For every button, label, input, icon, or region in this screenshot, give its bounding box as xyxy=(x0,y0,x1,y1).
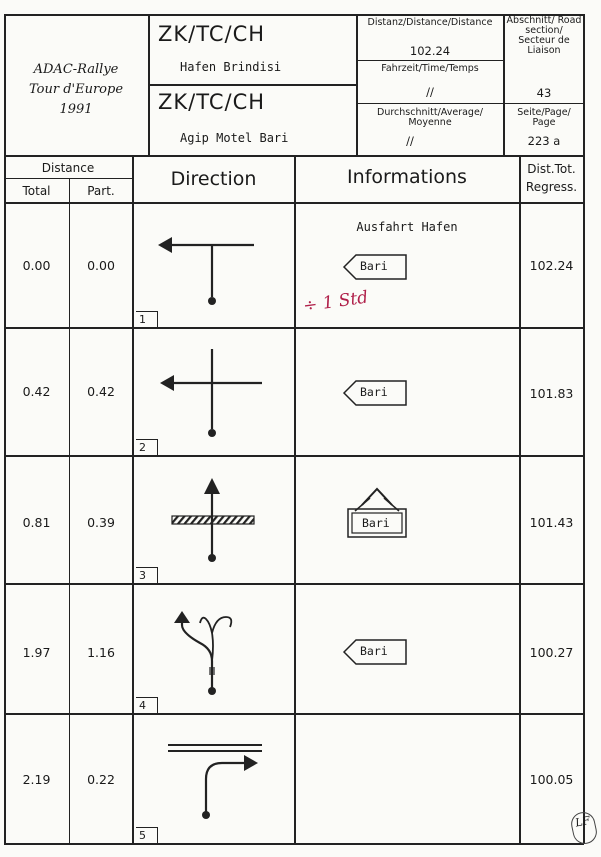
to-place: Agip Motel Bari xyxy=(180,131,289,145)
table-left-border xyxy=(4,14,6,844)
row1-number: 1 xyxy=(136,311,158,327)
row1-total: 0.00 xyxy=(22,258,51,273)
total-header: Total xyxy=(22,184,51,198)
header-divider xyxy=(356,60,503,61)
row5-total: 2.19 xyxy=(22,772,51,787)
from-control-code: ZK/TC/CH xyxy=(158,22,266,46)
row4-part: 1.16 xyxy=(87,645,115,660)
row2-total: 0.42 xyxy=(22,384,51,399)
rally-tour: Tour d'Europe xyxy=(28,82,124,97)
distance-value: 102.24 xyxy=(409,44,451,58)
to-control-code: ZK/TC/CH xyxy=(158,90,266,114)
header-top-border xyxy=(4,14,584,16)
from-place: Hafen Brindisi xyxy=(180,60,282,74)
row1-direction-sign xyxy=(342,253,408,281)
row4-number: 4 xyxy=(136,697,158,713)
header-divider xyxy=(356,103,584,104)
rally-year: 1991 xyxy=(59,102,93,117)
row2-regress: 101.83 xyxy=(529,386,574,401)
column-divider xyxy=(132,155,134,844)
column-divider xyxy=(294,155,296,844)
header-divider xyxy=(148,84,356,86)
table-right-border xyxy=(583,14,585,844)
dist-tot-header xyxy=(520,160,583,196)
crossroads-left-arrow-icon xyxy=(150,345,270,440)
page-label: Seite/Page/ Page xyxy=(517,107,571,128)
row4-total: 1.97 xyxy=(22,645,51,660)
distance-header: Distance xyxy=(41,161,95,175)
part-header: Part. xyxy=(87,184,115,198)
fork-left-up-icon xyxy=(150,605,270,700)
row4-regress: 100.27 xyxy=(529,645,574,660)
row5-number: 5 xyxy=(136,827,158,843)
row2-number: 2 xyxy=(136,439,158,455)
row1-handwritten-note: ÷ 1 Std xyxy=(301,287,370,317)
rally-name: ADAC-Rallye xyxy=(33,62,119,77)
row4-direction-sign xyxy=(342,638,408,666)
distance-label: Distanz/Distance/Distance xyxy=(367,17,493,28)
average-label: Durchschnitt/Average/ Moyenne xyxy=(377,107,483,128)
page-value: 223 a xyxy=(527,134,561,148)
time-value: // xyxy=(426,85,434,99)
merge-right-arrow-icon xyxy=(150,735,270,825)
section-value: 43 xyxy=(536,86,552,100)
t-junction-left-arrow-icon xyxy=(150,225,270,315)
row3-sign-label: Bari xyxy=(362,516,390,530)
row2-part: 0.42 xyxy=(87,384,115,399)
distance-subheader-divider xyxy=(4,178,132,179)
row1-regress: 102.24 xyxy=(529,258,574,273)
average-value: // xyxy=(406,134,414,148)
time-label: Fahrzeit/Time/Temps xyxy=(381,63,479,74)
section-label: Abschnitt/ Road section/ Secteur de Liaison xyxy=(506,15,582,56)
row1-info-text: Ausfahrt Hafen xyxy=(356,220,458,234)
row5-part: 0.22 xyxy=(87,772,115,787)
rally-title xyxy=(4,60,148,120)
row3-regress: 101.43 xyxy=(529,515,574,530)
regress-label: Regress. xyxy=(525,180,578,194)
straight-over-railway-icon xyxy=(150,470,270,570)
direction-header: Direction xyxy=(170,168,257,190)
dist-tot-label: Dist.Tot. xyxy=(527,162,576,176)
row1-sign-label: Bari xyxy=(360,259,388,273)
informations-header: Informations xyxy=(347,166,467,188)
row1-part: 0.00 xyxy=(87,258,115,273)
initials-stamp: LF xyxy=(569,810,599,846)
row3-number: 3 xyxy=(136,567,158,583)
row2-sign-label: Bari xyxy=(360,385,388,399)
row3-railway-sign xyxy=(340,487,414,543)
row5-regress: 100.05 xyxy=(529,772,574,787)
row3-total: 0.81 xyxy=(22,515,51,530)
row3-part: 0.39 xyxy=(87,515,115,530)
row2-direction-sign xyxy=(342,379,408,407)
row4-sign-label: Bari xyxy=(360,644,388,658)
column-divider xyxy=(69,178,70,844)
